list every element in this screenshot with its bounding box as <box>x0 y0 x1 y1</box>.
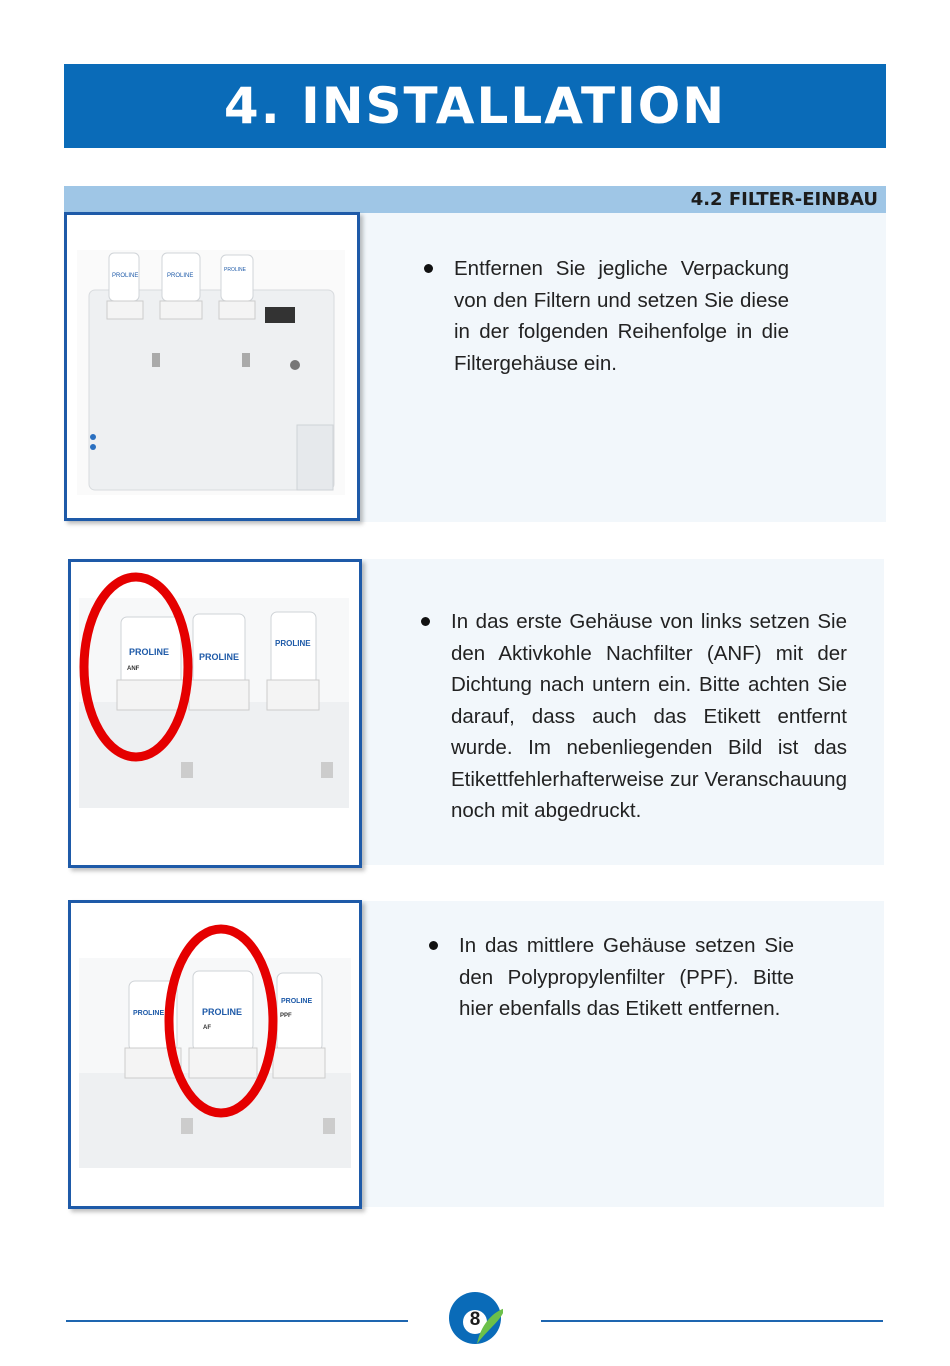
cartridge-label-ppf: PPF <box>280 1013 292 1019</box>
cartridge-brand-af: PROLINE <box>199 652 240 662</box>
cartridge-label-anf: ANF <box>127 666 140 672</box>
footer-line-right <box>541 1320 883 1322</box>
filter-closeup-illustration-2 <box>71 903 359 1206</box>
cartridge-brand-right: PROLINE <box>281 998 313 1005</box>
section-title: 4.2 FILTER-EINBAU <box>690 189 878 210</box>
footer-line-left <box>66 1320 408 1322</box>
chapter-title-bar <box>64 64 886 148</box>
cartridge-label-af: AF <box>203 1025 211 1031</box>
step-3-photo <box>68 900 362 1209</box>
step-1-text: Entfernen Sie jegliche Verpackung von den Filtern und setzen Sie diese in der folgenden Reihenfolge in die Filtergehäuse ein. <box>454 257 789 375</box>
bullet-3 <box>429 941 438 950</box>
step-2-photo <box>68 559 362 868</box>
chapter-title: 4. INSTALLATION <box>223 77 727 135</box>
cartridge-brand-ppf: PROLINE <box>275 639 311 648</box>
cartridge-brand-1: PROLINE <box>112 273 139 279</box>
bullet-2 <box>421 617 430 626</box>
step-2-text: In das erste Gehäuse von links setzen Sie den Aktivkohle Nachfilter (ANF) mit der Dichtung nach untern ein. Bitte achten Sie darauf, dass auch das Etikett entfernt wurde. Im nebenliegenden Bild ist das Etikettfehlerhafterweise zur Veranschauung noch mit abgedruckt. <box>451 610 847 822</box>
cartridge-brand-anf: PROLINE <box>129 647 170 657</box>
filter-unit-illustration <box>67 215 357 518</box>
cartridge-brand-left: PROLINE <box>133 1010 165 1017</box>
step-1-photo <box>64 212 360 521</box>
filter-closeup-illustration <box>71 562 359 865</box>
cartridge-brand-middle: PROLINE <box>202 1007 243 1017</box>
section-header-bar <box>64 186 886 213</box>
cartridge-brand-2: PROLINE <box>167 273 194 279</box>
cartridge-brand-3: PROLINE <box>224 267 246 273</box>
bullet-1 <box>424 264 433 273</box>
step-3-text: In das mittlere Gehäuse setzen Sie den Polypropylenfilter (PPF). Bitte hier ebenfalls das Etikett entfernen. <box>459 934 794 1020</box>
page-number: 8 <box>469 1309 481 1330</box>
